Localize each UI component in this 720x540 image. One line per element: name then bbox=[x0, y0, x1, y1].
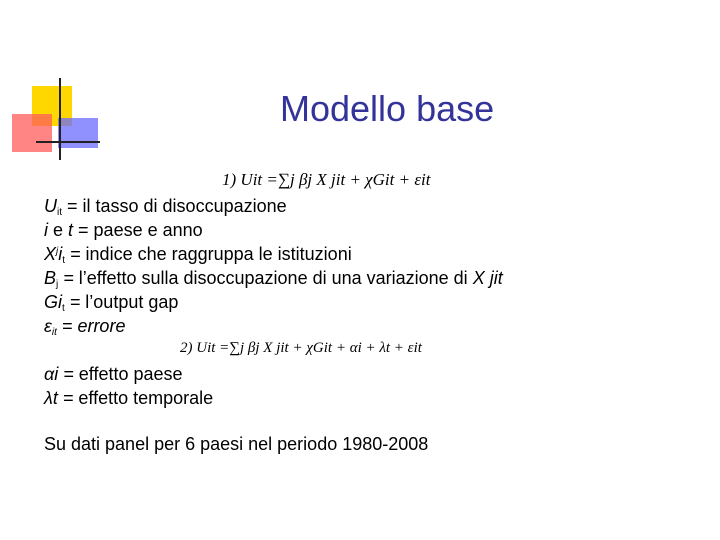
definition-x bbox=[44, 244, 352, 266]
def-sub: t bbox=[62, 303, 65, 314]
def-symbol: αi bbox=[44, 364, 59, 384]
def-tail: X jit bbox=[472, 268, 503, 288]
def-eq: = bbox=[64, 292, 86, 312]
def-text: l’effetto sulla disoccupazione di una variazione di bbox=[78, 268, 473, 288]
def-text: indice che raggruppa le istituzioni bbox=[85, 244, 352, 264]
def-text: effetto temporale bbox=[78, 388, 214, 408]
definition-i-t bbox=[44, 220, 203, 241]
def-sub: it bbox=[51, 327, 57, 338]
def-text: effetto paese bbox=[78, 364, 183, 384]
def-symbol: U bbox=[44, 196, 57, 216]
def-eq: = bbox=[62, 196, 83, 216]
def-symbol: B bbox=[44, 268, 57, 288]
def-symbol: X bbox=[44, 244, 57, 264]
definition-alpha bbox=[44, 364, 183, 385]
slide-logo-decoration bbox=[0, 0, 110, 170]
definition-lambda bbox=[44, 388, 213, 409]
slide-title: Modello base bbox=[280, 88, 495, 129]
def-eq: = bbox=[56, 316, 78, 336]
definition-g bbox=[44, 292, 178, 314]
formula-2: 2) Uit =∑j βj X jit + χGit + αi + λt + εit bbox=[180, 340, 422, 356]
def-eq: = bbox=[58, 268, 79, 288]
def-text: l’output gap bbox=[85, 292, 179, 312]
def-sub: t bbox=[62, 255, 66, 266]
def-text: errore bbox=[77, 316, 126, 336]
definition-epsilon bbox=[44, 316, 125, 338]
def-text: paese e anno bbox=[93, 220, 203, 240]
definition-u bbox=[44, 196, 287, 218]
def-eq: = bbox=[65, 244, 86, 264]
def-sup: j bbox=[56, 246, 59, 257]
formula-1: 1) Uit =∑j βj X jit + χGit + εit bbox=[222, 170, 431, 189]
logo-blue-square bbox=[58, 118, 98, 148]
def-eq: = bbox=[58, 364, 79, 384]
def-mid: e bbox=[48, 220, 69, 240]
def-symbol-2: t bbox=[68, 220, 74, 240]
data-note: Su dati panel per 6 paesi nel periodo 1980-2008 bbox=[44, 434, 429, 454]
def-symbol: ε bbox=[44, 316, 52, 336]
def-symbol: Gi bbox=[44, 292, 62, 312]
def-sub: it bbox=[57, 207, 62, 218]
definition-b bbox=[44, 268, 503, 290]
def-symbol: λt bbox=[44, 388, 58, 408]
def-symbol-2: i bbox=[58, 244, 63, 264]
def-eq: = bbox=[73, 220, 94, 240]
def-symbol: i bbox=[44, 220, 48, 240]
def-text: il tasso di disoccupazione bbox=[82, 196, 287, 216]
logo-red-square bbox=[12, 114, 52, 152]
def-eq: = bbox=[57, 388, 79, 408]
def-sub: j bbox=[56, 279, 59, 290]
